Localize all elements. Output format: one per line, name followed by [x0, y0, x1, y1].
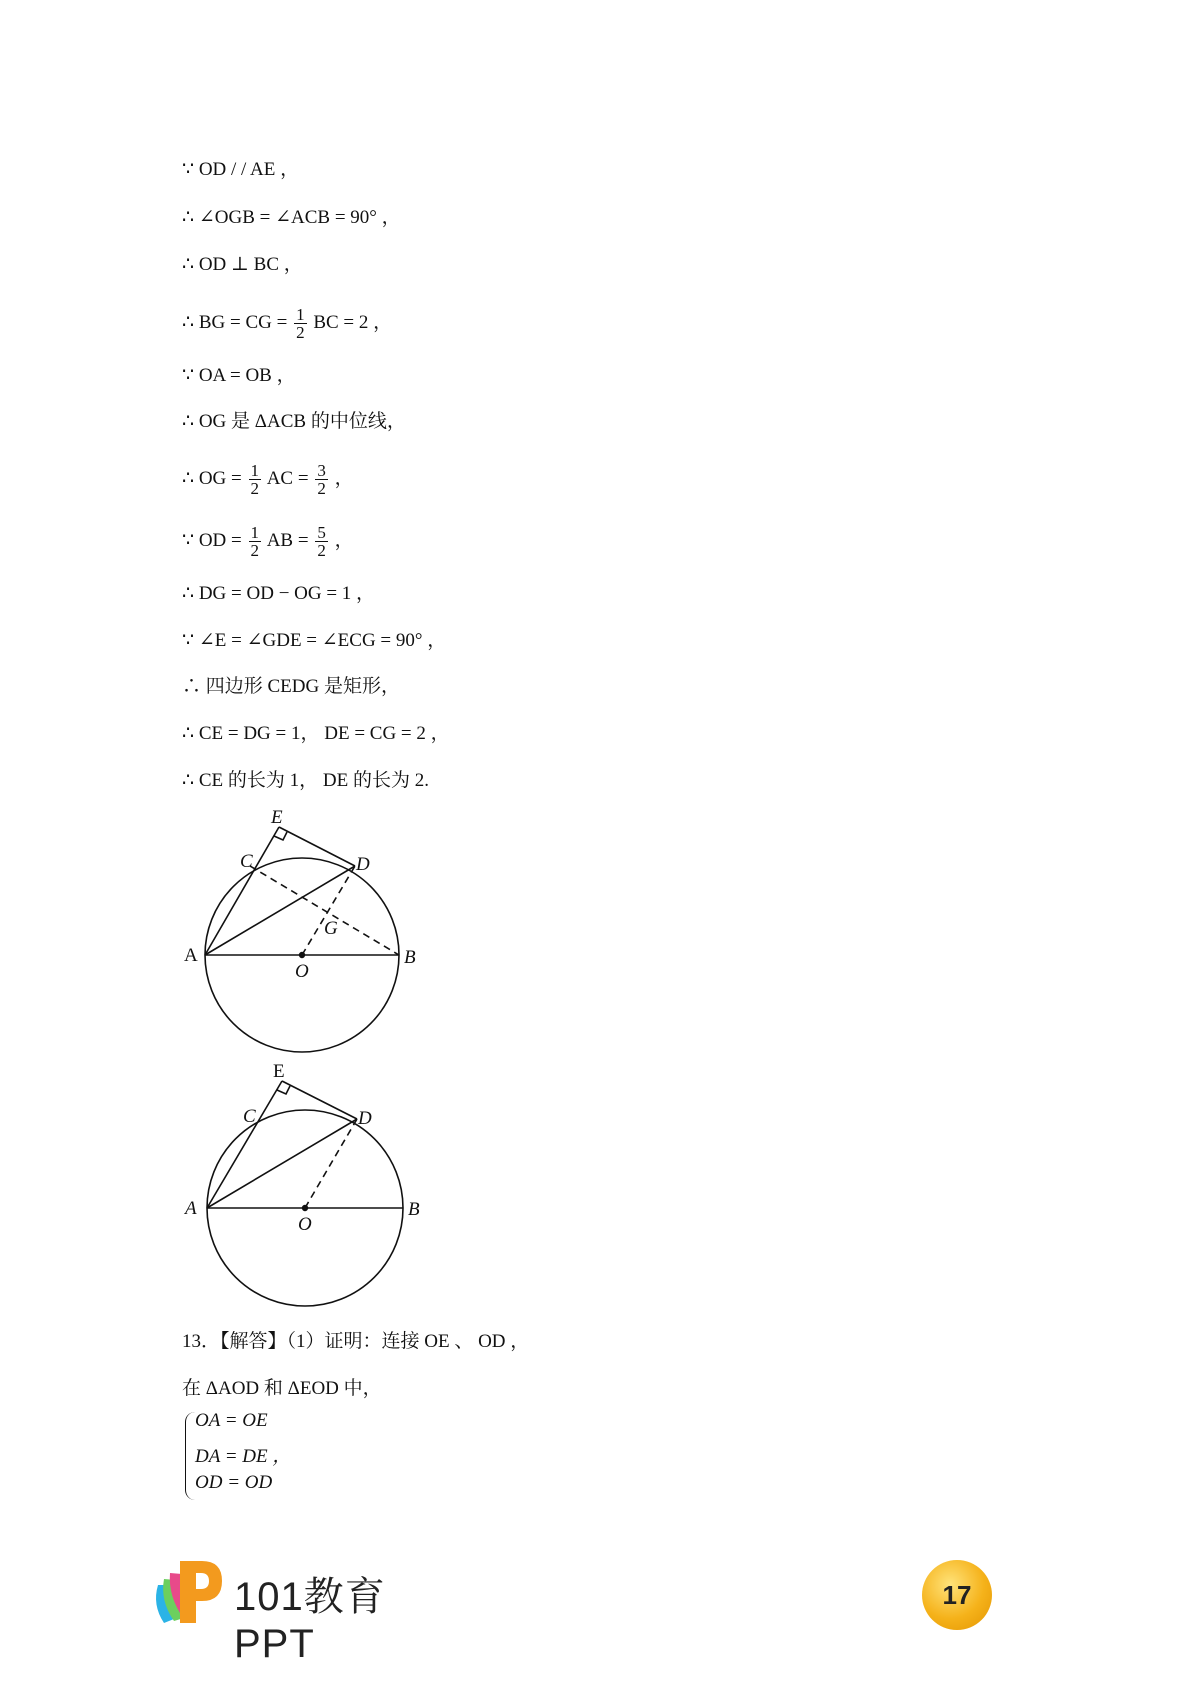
- proof-text: ，: [334, 529, 354, 551]
- system-row-3: OD = OD: [195, 1472, 273, 1493]
- proof-line-1: ∵ OD / / AE ，: [182, 159, 300, 180]
- figure-2-labels: [183, 1061, 420, 1235]
- fraction-five-halves: $\frac{5}{2}$: [317, 523, 326, 560]
- proof-line-11: ∴ 四边形 CEDG 是矩形，: [182, 676, 400, 697]
- answer-line-2: 在 ΔAOD 和 ΔEOD 中，: [182, 1378, 382, 1399]
- label-a: A: [184, 945, 198, 966]
- label-d: D: [356, 854, 370, 875]
- segment-ae: [205, 827, 279, 955]
- proof-line-2: ∴ ∠OGB = ∠ACB = 90° ，: [182, 207, 401, 228]
- label-o: O: [295, 961, 309, 982]
- label-b: B: [404, 947, 416, 968]
- proof-text: AB =: [266, 529, 309, 551]
- label-d: D: [358, 1108, 372, 1129]
- system-row-2: DA = DE ，: [195, 1446, 292, 1467]
- segment-od-dashed: [305, 1119, 357, 1208]
- proof-line-6: ∴ OG 是 ΔACB 的中位线，: [182, 411, 406, 432]
- proof-line-3: ∴ OD ⊥ BC ，: [182, 254, 303, 275]
- center-dot: [303, 1206, 308, 1211]
- figure-2: [207, 1081, 403, 1306]
- segment-ad: [205, 866, 355, 955]
- label-o: O: [298, 1214, 312, 1235]
- brand-name: 101教育PPT: [234, 1575, 386, 1666]
- segment-ae: [207, 1081, 282, 1208]
- proof-text: ∴ BG = CG =: [182, 311, 288, 333]
- proof-line-13: ∴ CE 的长为 1， DE 的长为 2.: [182, 770, 429, 791]
- answer-heading: 13．【解答】（1）证明：连接 OE 、 OD ，: [182, 1331, 530, 1352]
- brand-logo: [150, 1555, 450, 1666]
- logo-mark-icon: [150, 1555, 230, 1627]
- proof-text: ∵ OD =: [182, 529, 242, 551]
- fraction-half: $\frac{1}{2}$: [296, 305, 305, 342]
- segment-ed: [279, 827, 355, 866]
- proof-line-9: ∴ DG = OD − OG = 1 ，: [182, 583, 376, 604]
- fraction-half: $\frac{1}{2}$: [250, 523, 259, 560]
- label-e: E: [271, 807, 283, 828]
- proof-line-10: ∵ ∠E = ∠GDE = ∠ECG = 90° ，: [182, 630, 447, 651]
- proof-text: ∴ OG =: [182, 467, 242, 489]
- proof-text: AC =: [266, 467, 309, 489]
- label-b: B: [408, 1199, 420, 1220]
- label-c: C: [240, 851, 253, 872]
- proof-line-12: ∴ CE = DG = 1， DE = CG = 2 ，: [182, 723, 450, 744]
- fraction-half: $\frac{1}{2}$: [250, 461, 259, 498]
- proof-text: BC = 2 ，: [313, 311, 393, 333]
- label-e: E: [273, 1061, 285, 1082]
- fraction-three-halves: $\frac{3}{2}$: [317, 461, 326, 498]
- proof-line-5: ∵ OA = OB ，: [182, 365, 296, 386]
- center-dot: [300, 953, 305, 958]
- page-number: 17: [942, 1579, 972, 1610]
- label-g: G: [324, 918, 338, 939]
- figure-1: [205, 827, 399, 1052]
- label-a: A: [185, 1198, 197, 1219]
- system-row-1: OA = OE: [195, 1410, 268, 1431]
- segment-cb-dashed: [250, 866, 399, 955]
- segment-ad: [207, 1119, 357, 1208]
- page-number-badge: [922, 1560, 992, 1630]
- proof-text: ，: [334, 467, 354, 489]
- segment-ed: [282, 1081, 357, 1119]
- segment-od-dashed: [302, 866, 355, 955]
- label-c: C: [243, 1106, 256, 1127]
